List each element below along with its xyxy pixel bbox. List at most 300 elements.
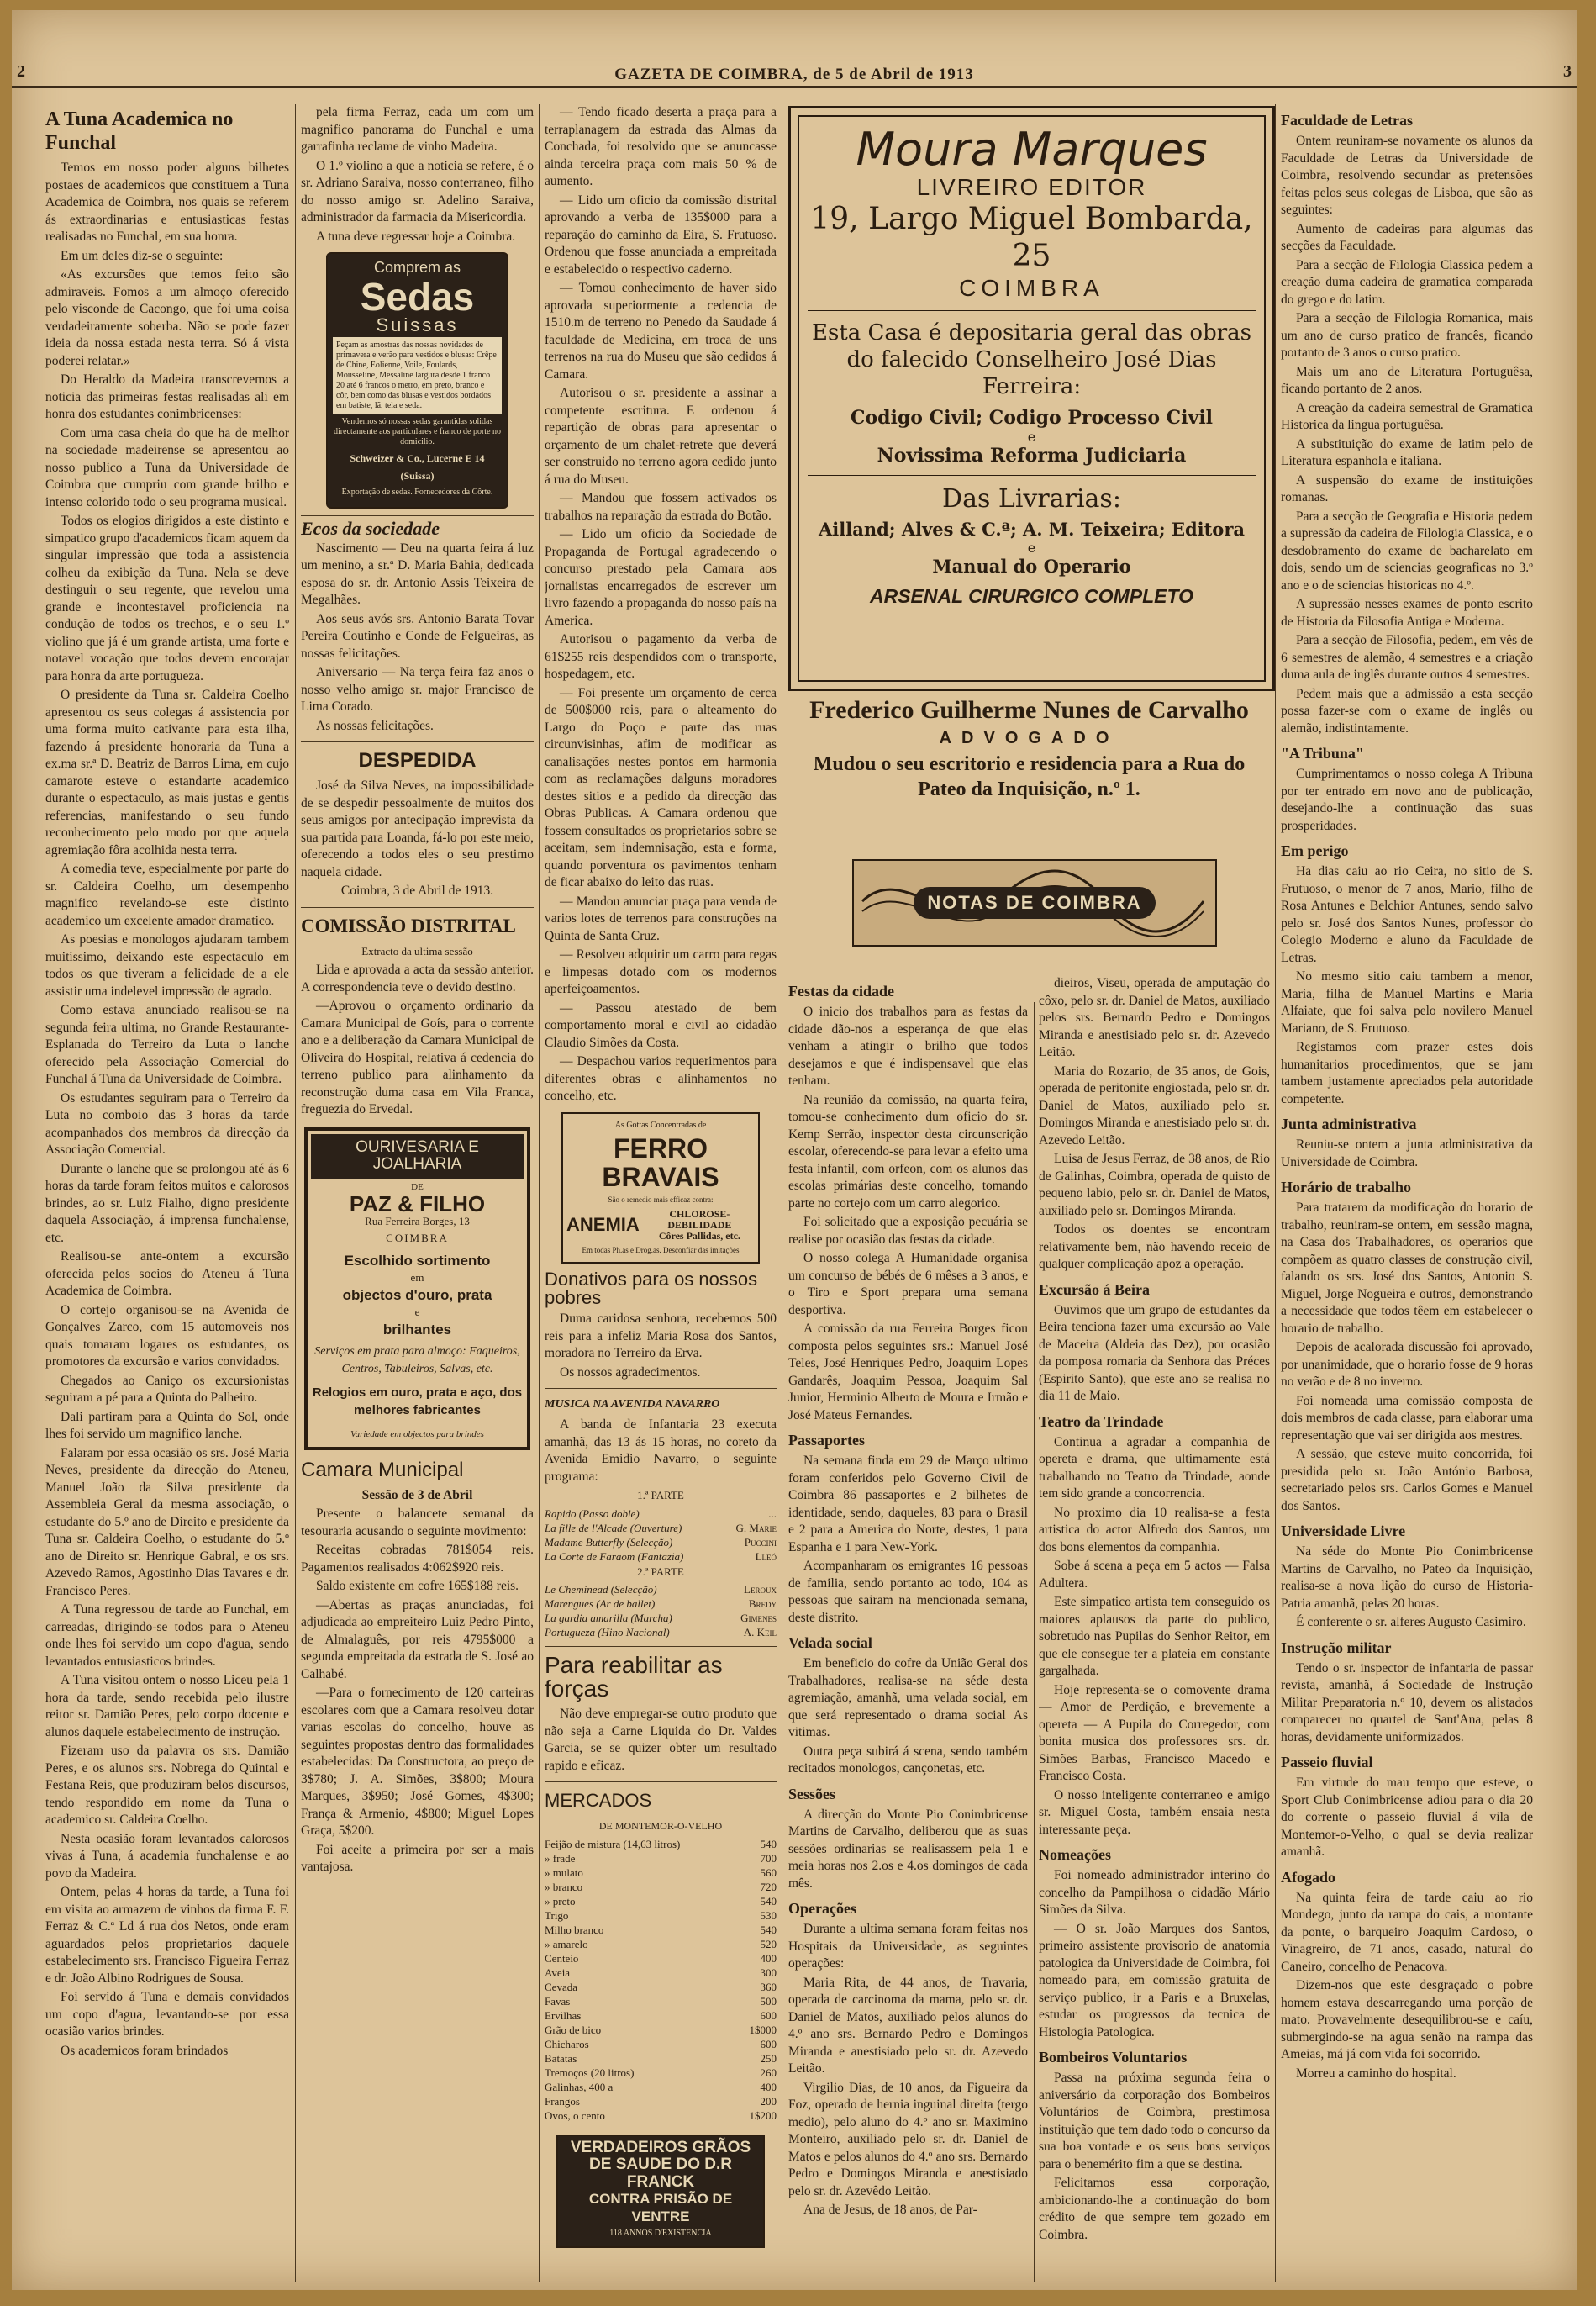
price-row-value: 1$200	[749, 2108, 777, 2122]
paragraph: — Tomou conhecimento de haver sido aprovada superiormente a cedencia de 1510.m de terreno no Penedo da Saudade á faculdade de Medicina, em troca de uns terrenos na rua do Museu que são cedidos á Camara.	[545, 281, 777, 382]
ad-line: Comprem as	[373, 259, 461, 276]
page-number: 2	[17, 62, 25, 81]
article-heading: A Tuna Academica no Funchal	[45, 108, 234, 154]
paragraph: A tuna deve regressar hoje a Coimbra.	[316, 229, 516, 244]
paragraph: A banda de Infantaria 23 executa amanhã, das 13 ás 15 horas, no coreto da Avenida Emidio Navarro, o seguinte programa:	[545, 1417, 777, 1484]
paragraph: Hoje representa-se o comovente drama — Amor de Perdição, e brevemente a opereta — A Pupila do Corregedor, com bonita musica dos professores srs. dr. Simões Barbas, Francisco Macedo e Francisco Costa.	[1039, 1682, 1270, 1783]
ad-line: e	[1027, 429, 1036, 445]
price-row-label: » branco	[545, 1880, 583, 1893]
paragraph: Acompanharam os emigrantes 16 pessoas de familia, sendo portanto ao todo, 104 as pessoas que sairam na mencionada semana, deste distrito.	[788, 1559, 1028, 1625]
price-row	[545, 2008, 777, 2023]
paragraph: José da Silva Neves, na impossibilidade de se despedir pessoalmente de muitos dos seus amigos por antecipação imprevista da sua partida para Loanda, fá-lo por este meio, oferecendo a todos eles o seu prestimo naquela cidade.	[301, 778, 534, 879]
paragraph: Nesta ocasião foram levantados calorosos vivas á Tuna, á academia funchalense e ao povo da Madeira.	[45, 1831, 289, 1881]
paragraph: Registamos com prazer estes dois humanitarios procedimentos, que se jam tambem justamente apreciados pela autoridade competente.	[1281, 1040, 1533, 1106]
paragraph: Cumprimentamos o nosso colega A Tribuna por ter entrado em novo ano de publicação, desejando-lhe a continuação das suas prosperidades.	[1281, 767, 1533, 833]
paragraph: Receitas cobradas 781$054 reis. Pagamentos realisados 4:062$920 reis.	[301, 1543, 534, 1575]
subheading: 2.ª PARTE	[637, 1565, 684, 1578]
program-item-label: La Corte de Faraom (Fantazia)	[545, 1549, 684, 1563]
paragraph: Ontem reuniram-se novamente os alunos da Faculdade de Letras da Universidade de Coimbra, resolvendo secundar as pretensões feitas pelos seus colegas de Lisboa, que são as seguintes:	[1281, 134, 1533, 217]
paragraph: — Lido um oficio da comissão distrital aprovando a verba de 135$000 para a reparação do caminho da Eira, S. Frutuoso. Ordenou que fosse anunciada a empreitada e estabelecido o respectivo caderno.	[545, 193, 777, 277]
divider	[301, 741, 534, 742]
paragraph: Maria do Rozario, de 35 anos, de Gois, operada de peritonite engiostada, pelo sr. dr. Daniel de Matos, auxiliado pelo sr. Domingos Miranda e anestisiado pelo sr. dr. Azevedo Leitão.	[1039, 1063, 1270, 1148]
paragraph: Foi nomeado administrador interino do concelho da Pampilhosa o cidadão Mário Simões da Silva.	[1039, 1868, 1270, 1917]
price-row	[545, 1980, 777, 1994]
price-row-value: 600	[760, 2008, 777, 2022]
program-item-label: Portugueza (Hino Nacional)	[545, 1626, 670, 1638]
subheading: DE MONTEMOR-O-VELHO	[598, 1820, 723, 1832]
paragraph: Os estudantes seguiram para o Terreiro da Luta no comboio das 3 horas da tarde acompanhados dos membros da direcção da Associação Comercial.	[45, 1090, 289, 1157]
price-row-value: 720	[760, 1880, 777, 1893]
paragraph: No mesmo sitio caiu tambem a menor, Maria, filha de Manuel Martins e Maria Alfaiate, que foi salva pelo novilero Manuel Mariano, de S. Frutuoso.	[1281, 969, 1533, 1036]
paragraph: — Passou atestado de bem comportamento moral e civil ao cidadão Claudio Simões da Costa.	[545, 1000, 777, 1050]
column-rule	[1034, 1002, 1035, 2282]
price-row-value: 530	[760, 1908, 777, 1922]
paragraph: Os academicos foram brindados	[61, 2043, 229, 2058]
program-item	[545, 1596, 777, 1611]
divider	[545, 1646, 777, 1647]
paragraph: O presidente da Tuna sr. Caldeira Coelho apresentou os seus colegas á assistencia por uma forma muito cativante para esta ilha, fazendo á presidente honoraria da Tuna a ex.ma sr.ª D. Beatriz de Barros Lima, em cujo camarote esteve o estandarte academico durante o espectaculo, as mais justas e gentis referencias, manifestando o seu fundo reconhecimento pelo modo por que aquela agremiação fôra acolhida nesta terra.	[45, 688, 289, 857]
column-3	[545, 104, 777, 2282]
paragraph: — O sr. João Marques dos Santos, primeiro assistente provisorio de anatomia patologica da Universidade de Coimbra, foi nomeado para, em comissão gratuita de serviço publico, ir a Paris e a Bruxelas, estudar os progressos da tecnica de Histologia Patologica.	[1039, 1921, 1270, 2040]
paragraph: Maria Rita, de 44 anos, de Travaria, operada de carcinoma da mama, pelo sr. dr. Daniel de Matos, auxiliado pelos alunos do 4.º ano srs. Bernardo Pedro e Domingos Miranda e anestisiado pelo sr. dr. Azevedo Leitão.	[788, 1975, 1028, 2076]
section-heading: Operações	[788, 1900, 856, 1917]
paragraph: Os nossos agradecimentos.	[560, 1364, 701, 1380]
price-row	[545, 2037, 777, 2051]
price-row-label: Galinhas, 400 a	[545, 2080, 614, 2093]
program-item-value: A. Keil	[743, 1626, 777, 1638]
section-heading: MUSICA NA AVENIDA NAVARRO	[545, 1398, 720, 1411]
section-heading: Bombeiros Voluntarios	[1039, 2049, 1188, 2066]
paragraph: —Abertas as praças anunciadas, foi adjudicada ao empreiteiro Luiz Pedro Pinto, de Almalaguês, por reis 4795$000 a segunda empreitada da estrada de S. José ao Calhabé.	[301, 1597, 534, 1681]
paragraph: Foi nomeada uma comissão composta de dois membros de cada classe, para elaborar uma representação que vai ser dirigida aos mestres.	[1281, 1393, 1533, 1443]
paragraph: No proximo dia 10 realisa-se a festa artistica do actor Alfredo dos Santos, um dos bons elementos da companhia.	[1039, 1505, 1270, 1554]
paragraph: Para a secção de Filosofia, pedem, em vês de 6 semestres de alemão, 4 semestres e a criação duma aula de inglês durante outros 4 semestres.	[1281, 633, 1533, 682]
paragraph: Todos os doentes se encontram relativamente bem, não havendo receio de qualquer complicação apoz a operação.	[1039, 1222, 1270, 1271]
section-heading: Passaportes	[788, 1432, 865, 1449]
paragraph: Ha dias caiu ao rio Ceira, no sitio de S. Frutuoso, o menor de 7 anos, Mario, filho de Rosa Antunes e Belchior Antunes, sendo salvo pelo sr. José dos Santos Nunes, professor do Colegio Moderno e aluno da Faculdade de Letras.	[1281, 864, 1533, 965]
price-row-value: 250	[760, 2051, 777, 2065]
subheading: Sessão de 3 de Abril	[361, 1487, 473, 1502]
paragraph: — Foi presente um orçamento de cerca de 500$000 reis, para o alteamento do Largo do Poço e parte das ruas circunvisinhas, afim de modificar as canalisações nestes pontos em harmonia com as reclamações dalguns moradores destes sitios e a pedido da direcção das Obras Publicas. A Camara ordenou que fossem consultados os proprietarios sobre se aceitam, sem indemnisação, esta e forma, quando porventura os pavimentos tenham de ficar abaixo do leito das ruas.	[545, 685, 777, 889]
ad-line: São o remedio mais efficaz contra:	[608, 1195, 714, 1204]
ad-line: Novissima Reforma Judiciaria	[877, 445, 1187, 467]
ad-line: COIMBRA	[386, 1232, 449, 1244]
paragraph: Outra peça subirá á scena, sendo também recitados monologos, cançonetas, etc.	[788, 1744, 1028, 1776]
ad-line: CHLOROSE-DEBILIDADE	[667, 1207, 732, 1231]
section-banner	[852, 859, 1217, 947]
paragraph: Autorisou o pagamento da verba de 61$255 reis despendidos com o transporte, hospedagem, etc.	[545, 632, 777, 681]
ad-line: Codigo Civil; Codigo Processo Civil	[850, 407, 1214, 429]
column-rule	[1275, 104, 1276, 2282]
price-row-label: Feijão de mistura (14,63 litros)	[545, 1837, 681, 1850]
paragraph: Na semana finda em 29 de Março ultimo foram conferidos pelo Governo Civil de Coimbra 86 passaportes e 2 bilhetes de identidade, sendo, daqueles, 83 para o Brasil e 2 para a America do Norte, destes, 1 para Espanha e 1 para New-York.	[788, 1454, 1028, 1554]
ad-line: COIMBRA	[959, 275, 1104, 301]
ad-line: objectos d'ouro, prata	[342, 1286, 492, 1303]
program-item	[545, 1549, 777, 1564]
paragraph: Na reunião da comissão, na quarta feira, tomou-se conhecimento dum oficio do sr. Kemp Serrão, inspector desta circunscrição escolar, oferecendo-se para levar a efeito uma festa infantil, com orfeon, com os alunos das escolas primárias deste concelho, tomando parte no cortejo com um carro alegorico.	[788, 1092, 1028, 1211]
page-title: GAZETA DE COIMBRA, de 5 de Abril de 1913	[614, 66, 974, 83]
price-row	[545, 2094, 777, 2108]
paragraph: Dizem-nos que este desgraçado o pobre homem estava descarregando uma porção de mato. Provavelmente desequilibrou-se e caíu, submergindo-se na agua senão na rampa das Ameias, má já com vida foi socorrido.	[1281, 1978, 1533, 2061]
paragraph: A sessão, que esteve muito concorrida, foi presidida pelo sr. João António Barbosa, secretariado pelos srs. Carlos Gomes e Manuel dos Santos.	[1281, 1447, 1533, 1513]
price-list	[545, 1837, 777, 2123]
section-heading: Camara Municipal	[301, 1458, 464, 1481]
price-row	[545, 1880, 777, 1894]
price-row-value: 500	[760, 1994, 777, 2008]
price-row-label: Aveia	[545, 1966, 571, 1979]
price-row	[545, 2080, 777, 2094]
section-heading: Faculdade de Letras	[1281, 112, 1413, 129]
paragraph: Chegados ao Caniço os excursionistas seguiram a pé para a Quinta do Palheiro.	[45, 1373, 289, 1405]
program-item-label: La fille de l'Alcade (Ouverture)	[545, 1521, 682, 1534]
paragraph: Durante a ultima semana foram feitas nos Hospitais da Universidade, as seguintes operações:	[788, 1922, 1028, 1971]
price-row	[545, 1908, 777, 1923]
price-row-label: » mulato	[545, 1865, 583, 1879]
price-row-value: 540	[760, 1923, 777, 1936]
column-6	[1281, 104, 1533, 2282]
paragraph: Depois de acalorada discussão foi aprovado, por unanimidade, que o horario fosse de 9 horas no verão e de 8 no inverno.	[1281, 1340, 1533, 1389]
price-row	[545, 2023, 777, 2037]
price-row-label: Chicharos	[545, 2037, 589, 2050]
section-heading: Universidade Livre	[1281, 1522, 1406, 1539]
ad-line: LIVREIRO EDITOR	[916, 174, 1147, 200]
ad-line: em	[410, 1271, 424, 1284]
ad-line: Manual do Operario	[932, 556, 1131, 577]
price-row-label: Batatas	[545, 2051, 577, 2065]
section-heading: Excursão á Beira	[1039, 1280, 1150, 1298]
paragraph: Foi solicitado que a exposição pecuária se realise por ocasião das festas da cidade.	[788, 1215, 1028, 1247]
paragraph: O inicio dos trabalhos para as festas da cidade dão-nos a esperança de que elas venham a atingir o brilho que todos desejamos e que é indispensavel que elas tenham.	[788, 1005, 1028, 1088]
ad-line: e	[1027, 540, 1036, 556]
ad-brand: Sedas	[360, 274, 475, 319]
paragraph: Lida e aprovada a acta da sessão anterior. A correspondencia teve o devido destino.	[301, 963, 534, 995]
paragraph: — Resolveu adquirir um carro para regas e limpesas dotado com os modernos aperfeiçoamentos.	[545, 947, 777, 996]
ad-line: CONTRA PRISÃO DE VENTRE	[588, 2191, 733, 2224]
price-row-label: » frade	[545, 1851, 576, 1865]
paragraph: Ontem, pelas 4 horas da tarde, a Tuna foi em visita ao armazem de vinhos da firma F. F. Ferraz & C.ª Ld á rua dos Netos, onde eram aguardados pelos proprietarios daquele estabelecimento srs. Francisco Figueira Ferraz e dr. João Albino Rodrigues de Sousa.	[45, 1885, 289, 1986]
paragraph: Durante o lanche que se prolongou até ás 6 horas da tarde foram feitos muitos e calorosos brindes, ao sr. Luiz Fialho, digno presidente daquela Associação, á imprensa funchalense, etc.	[45, 1161, 289, 1245]
section-heading: Horário de trabalho	[1281, 1179, 1411, 1195]
paragraph: Do Heraldo da Madeira transcrevemos a noticia das primeiras festas realisadas ali em honra dos estudantes conimbricenses:	[45, 372, 289, 421]
program-item-value: Puccini	[744, 1535, 777, 1549]
section-heading: Em perigo	[1281, 842, 1349, 859]
paragraph: A Tuna regressou de tarde ao Funchal, em carreadas, dirigindo-se todos para o Ateneu onde lhes foi servido um copo d'agua, sendo levantados entusiasticos brindes.	[45, 1602, 289, 1669]
paragraph: Sobe á scena a peça em 5 actos — Falsa Adultera.	[1039, 1559, 1270, 1591]
paragraph: —Aprovou o orçamento ordinario da Camara Municipal de Goís, para o corrente ano e a deliberação da Camara Municipal de Oliveira do Hospital, relativa á cedencia do terreno publico para alinhamento da reconstrução duma casa em Vila Franca, freguezia do Ervedal.	[301, 999, 534, 1116]
column-5	[1039, 975, 1270, 2282]
program-list	[545, 1582, 777, 1639]
ad-line: DE	[411, 1181, 424, 1192]
ad-line: Rua Ferreira Borges, 13	[365, 1214, 470, 1227]
paragraph: Falaram por essa ocasião os srs. José Maria Neves, presidente da direcção do Ateneu, Manuel João da Silva presidente da Assembleia Geral da mesma associação, o estudante do 5.º ano de Direito e presidente da Tuna sr. Caldeira Coelho, o estudante do 5.º ano de Direito sr. Henrique Gabral, e os srs. Azevedo Ramos, Agostinho Dias Tavares e dr. Francisco Peres.	[45, 1445, 289, 1598]
paragraph: —Para o fornecimento de 120 carteiras escolares com que a Camara resolveu dotar varias escolas do concelho, houve as seguintes propostas dentro das formalidades estabelecidas: Da Constructora, ao preço de 3$780; J. A. Simões, 3$800; Moura Marques, 3$950; José Gomes, 4$300; França & Armenio, 4$800; Miguel Lopes Graça, 5$200.	[301, 1686, 534, 1838]
ad-body: Vendemos só nossas sedas garantidas solidas directamente aos particulares e franco de porte no domicilio.	[333, 417, 502, 446]
paragraph: Este simpatico artista tem conseguido os maiores aplausos da parte do publico, sobretudo nas Pupilas do Senhor Reitor, em que ele consegue ter a plateia em constante gargalhada.	[1039, 1595, 1270, 1678]
paragraph: Virgilio Dias, de 10 anos, da Figueira da Foz, operado de hernia inguinal direita (tergo medio), pelo aluno do 4.º ano sr. Maximino Monteiro, auxiliado pelo sr. dr. Daniel de Matos e pelos alunos do 4.º ano srs. Bernardo Pedro e Domingos Miranda e anestisiado pelo sr. dr. Azevêdo Leitão.	[788, 2080, 1028, 2198]
ad-line: DE SAUDE DO D.R FRANCK	[589, 2156, 732, 2191]
program-item-value: ...	[768, 1507, 777, 1520]
paragraph: Com uma casa cheia do que ha de melhor na sociedade madeirense se apresentou ao nosso publico a Tuna da Universidade de Coimbra que cumpriu com grande brilho e intenso colorido todo o seu programa musical.	[45, 425, 289, 509]
paragraph: Fizeram uso da palavra os srs. Damião Peres, e os alunos srs. Nobrega do Quintal e Festana Reis, que produziram belos discursos, tendo respondido em nome da Tuna o academico sr. Caldeira Coelho.	[45, 1744, 289, 1827]
paragraph: Morreu a caminho do hospital.	[1296, 2066, 1456, 2081]
ad-line: ANEMIA	[566, 1213, 640, 1235]
price-row	[545, 1994, 777, 2008]
ad-address: 19, Largo Miguel Bombarda, 25	[810, 202, 1253, 273]
paragraph: Ana de Jesus, de 18 anos, de Par-	[803, 2203, 977, 2217]
ad-line: Relogios em ouro, prata e aço, dos melhores fabricantes	[312, 1385, 523, 1417]
paragraph: Luisa de Jesus Ferraz, de 38 anos, de Rio de Galinhas, Coimbra, operada de quisto de pequeno labio, pelo sr. dr. Daniel de Matos, auxiliado pelo sr. Domingos Miranda.	[1039, 1152, 1270, 1218]
paragraph: — Mandou que fossem activados os trabalhos na reparação da estrada do Botão.	[545, 491, 777, 523]
price-row	[545, 1851, 777, 1865]
section-heading: MERCADOS	[545, 1790, 652, 1811]
paragraph: «As excursões que temos feito são admiraveis. Fomos a um almoço oferecido pelo visconde de Cacongo, que foi uma coisa verdadeiramente soberba. Não se pode fazer ideia da nossa estada nesta terra. Só á vista poderei relatar.»	[45, 267, 289, 368]
ad-line: Suissas	[376, 314, 459, 335]
section-heading: Teatro da Trindade	[1039, 1412, 1164, 1430]
price-row-value: 300	[760, 1966, 777, 1979]
section-heading: Sessões	[788, 1785, 836, 1802]
paragraph: Para a secção de Geografia e Historia pedem a supressão da cadeira de Filologia Classica, e o desdobramento do exame de bacharelato em dois, sendo um de sciencias geograficas no 3.º ano e o de sciencias historicas no 4.º.	[1281, 509, 1533, 593]
section-heading: COMISSÃO DISTRITAL	[301, 915, 516, 937]
paragraph: Na quinta feira de tarde caiu ao rio Mondego, junto da rampa do cais, a montante da ponte, o barqueiro Joaquim Cardoso, o Vinagreiro, de 71 anos, casado, natural do Caneiro, concelho de Penacova.	[1281, 1890, 1533, 1974]
program-item-label: Madame Butterfly (Selecção)	[545, 1535, 673, 1549]
ad-line: Serviços em prata para almoço: Faqueiros, Centros, Tabuleiros, Salvas, etc.	[314, 1345, 520, 1375]
sedas-suissas-ad	[326, 252, 508, 509]
program-item-label: Rapido (Passo doble)	[545, 1507, 640, 1520]
paragraph: Felicitamos essa corporação, ambicionando-lhe a continuação do bom crédito de que sempre tem gozado em Coimbra.	[1039, 2176, 1270, 2242]
paragraph: Mais um ano de Literatura Portuguêsa, ficando portanto de 2 anos.	[1281, 364, 1533, 396]
price-row-label: Trigo	[545, 1908, 569, 1922]
section-heading: Ecos da sociedade	[301, 515, 534, 537]
masthead	[12, 10, 1577, 88]
price-row-label: » amarelo	[545, 1937, 588, 1950]
section-heading: "A Tribuna"	[1281, 745, 1364, 762]
paragraph: Aumento de cadeiras para algumas das secções da Faculdade.	[1281, 221, 1533, 253]
section-heading: Velada social	[788, 1634, 872, 1651]
paragraph: Para a secção de Filologia Romanica, mais um ano de curso pratico de francês, ficando portanto de 3 anos o curso pratico.	[1281, 311, 1533, 360]
paragraph: Tendo o sr. inspector de infantaria de passar revista, amanhã, á Sociedade de Instrução Militar Preparatoria n.º 10, devem os alistados comparecer no quartel de Sant'Ana, pelas 8 horas, devidamente uniformizados.	[1281, 1660, 1533, 1744]
price-row-label: Favas	[545, 1994, 571, 2008]
section-heading: Junta administrativa	[1281, 1116, 1417, 1132]
paragraph: Para a secção de Filologia Classica pedem a creação duma cadeira de gramatica comparada do grego e do latim.	[1281, 257, 1533, 307]
paragraph: Foi aceite a primeira por ser a mais vantajosa.	[301, 1842, 534, 1874]
paragraph: Temos em nosso poder alguns bilhetes postaes de academicos que constituem a Tuna Academica de Coimbra, nos quais se referem ás extraordinarias e entusiasticas festas realisadas no Funchal, em sua honra.	[45, 161, 289, 244]
paragraph: Todos os elogios dirigidos a este distinto e simpatico grupo d'academicos ficam aquem da singular impressão que toda a assistencia colheu da exibição da Tuna. Nela se deve destinguir o seu regente, que revelou uma grande e incontestavel proficiencia na condução de todos os trechos, e o seu 1.º violino que já é um grande artista, uma forte e notavel vocação que todos devem encorajar para honra da arte portugueza.	[45, 514, 289, 683]
paragraph: O 1.º violino a que a noticia se refere, é o sr. Adriano Saraiva, nosso conterraneo, filho do nosso amigo sr. Adelino Saraiva, administrador da farmacia da Misericordia.	[301, 158, 534, 224]
divider	[545, 1388, 777, 1389]
ad-line: VERDADEIROS GRÃOS	[570, 2138, 751, 2156]
price-row	[545, 1966, 777, 1980]
column-1	[45, 104, 289, 2282]
program-item	[545, 1625, 777, 1639]
ad-line: Em todas Ph.as e Drog.as. Desconfiar das imitações	[582, 1245, 740, 1254]
section-heading: Para reabilitar as forças	[545, 1652, 723, 1702]
price-row-value: 700	[760, 1851, 777, 1865]
price-row	[545, 1894, 777, 1908]
ad-brand: Moura Marques	[856, 123, 1208, 176]
paragraph: A suspensão do exame de instituições romanas.	[1281, 472, 1533, 504]
paragraph: A comissão da rua Ferreira Borges ficou composta pelos seguintes srs.: Manuel José Teles, José Henriques Pedro, Joaquim Lopes Gandarês, Joaquim Pessoa, Joaquim Sal Junior, Herminio Alberto de Moura e Irmão e José Mateus Fernandes.	[788, 1322, 1028, 1422]
program-item	[545, 1582, 777, 1596]
advogado-notice	[788, 695, 1270, 802]
ad-line: Exportação de sedas. Fornecedores da Côrte.	[341, 488, 493, 497]
price-row-value: 400	[760, 1951, 777, 1965]
price-row-value: 560	[760, 1865, 777, 1879]
ad-line: Ailland; Alves & C.ª; A. M. Teixeira; Editora	[818, 519, 1245, 540]
price-row-label: Centeio	[545, 1951, 579, 1965]
price-row-label: Ervilhas	[545, 2008, 582, 2022]
ad-line: Das Livrarias:	[942, 484, 1121, 514]
paragraph: O nosso colega A Humanidade organisa um concurso de bébés de 6 mêses a 3 anos, e o Tiro e Sport prepara uma semana desportiva.	[788, 1251, 1028, 1317]
subheading: Extracto da ultima sessão	[361, 944, 473, 958]
paragraph: pela firma Ferraz, cada um com um magnifico panorama do Funchal e uma garrafinha reclame de vinho Madeira.	[301, 105, 534, 154]
program-item	[545, 1521, 777, 1535]
paragraph: Como estava anunciado realisou-se na segunda feira ultima, no Grande Restaurante-Esplanada do Terreiro da Luta o lanche oferecido pela Associação Comercial do Funchal á Tuna da Universidade de Coimbra.	[45, 1003, 289, 1086]
program-item	[545, 1611, 777, 1625]
paragraph: Em virtude do mau tempo que esteve, o Sport Club Conimbricense adiou para o dia 20 do corrente o passeio fluvial á vila de Montemor-o-Velho, o qual se devia realizar amanhã.	[1281, 1776, 1533, 1859]
section-heading: Donativos para os nossos pobres	[545, 1269, 758, 1308]
paragraph: Na séde do Monte Pio Conimbricense Martins de Carvalho, no Pateo da Inquisição, realisa-se a nova lição do curso de Historia-Patria amanhã, pelas 20 horas.	[1281, 1544, 1533, 1611]
paragraph: Foi servido á Tuna e demais convidados um copo d'agua, levantando-se por essa ocasião varios brindes.	[45, 1990, 289, 2039]
paragraph: — Despachou varios requerimentos para diferentes obras e alinhamentos no concelho, etc.	[545, 1054, 777, 1103]
price-row	[545, 1951, 777, 1966]
ad-maker: Schweizer & Co., Lucerne E 14 (Suissa)	[350, 452, 485, 482]
column-4	[788, 975, 1028, 2282]
divider	[301, 907, 534, 908]
price-row-value: 360	[760, 1980, 777, 1993]
price-row	[545, 1923, 777, 1937]
paragraph: Nascimento — Deu na quarta feira á luz um menino, a sr.ª D. Maria Bahia, dedicada esposa do sr. dr. Antonio Assis Teixeira de Megalhães.	[301, 541, 534, 607]
paragraph: O cortejo organisou-se na Avenida de Gonçalves Zarco, com 15 automoveis nos quais tomaram logares os estudantes, os promotores da excursão e varios convidados.	[45, 1302, 289, 1369]
ourivesaria-ad	[304, 1127, 530, 1450]
price-row-value: 600	[760, 2037, 777, 2050]
paragraph: Em um deles diz-se o seguinte:	[61, 248, 224, 263]
paragraph: Duma caridosa senhora, recebemos 500 reis para a infeliz Maria Rosa dos Santos, moradora no Terreiro da Erva.	[545, 1311, 777, 1360]
program-item-label: La gardia amarilla (Marcha)	[545, 1612, 672, 1624]
subheading: 1.ª PARTE	[637, 1489, 684, 1501]
ad-firm: PAZ & FILHO	[349, 1191, 486, 1216]
ad-line: brilhantes	[382, 1321, 452, 1338]
paragraph: Aos seus avós srs. Antonio Barata Tovar Pereira Coutinho e Conde de Felgueiras, as nossas felicitações.	[301, 611, 534, 661]
program-item-label: Marengues (Ar de ballet)	[545, 1597, 656, 1610]
paragraph: Ouvimos que um grupo de estudantes da Beira tenciona fazer uma excursão ao Vale de Maceira (Aldeia das Dez), por ocasião da pomposa romaria da Senhora das Préces (Espirito Santo), que este ano se realisa no dia 11 de Maio.	[1039, 1302, 1270, 1403]
price-row	[545, 2051, 777, 2066]
paragraph: A supressão nesses exames de ponto escrito de Historia da Filosofia Antiga e Moderna.	[1281, 597, 1533, 629]
ad-line: ARSENAL CIRURGICO COMPLETO	[869, 585, 1194, 607]
ad-title: OURIVESARIA E JOALHARIA	[311, 1134, 524, 1179]
section-heading: Instrução militar	[1281, 1638, 1392, 1656]
section-heading: Passeio fluvial	[1281, 1754, 1373, 1770]
price-row-label: Cevada	[545, 1980, 577, 1993]
paragraph: Pedem mais que a admissão a esta secção possa fazer-se com o exame de inglês ou alemão, indistintamente.	[1281, 686, 1533, 736]
section-heading: Festas da cidade	[788, 983, 894, 1000]
ad-name: Frederico Guilherme Nunes de Carvalho	[809, 696, 1249, 724]
paragraph: dieiros, Viseu, operada de amputação do côxo, pelo sr. dr. Daniel de Matos, auxiliado pelos srs. Bernardo Pedro e Domingos Miranda e anestisiado pelo sr. dr. Azevedo Leitão.	[1039, 976, 1270, 1059]
ad-body: Peçam as amostras das nossas novidades de primavera e verão para vestidos e blusas: Crêpe de Chine, Eolienne, Voile, Foulards, Mousseline, Messaline largura desde 1 franco 20 até 6 francos o metro, em preto, branco e côr, bem como das blusas e vestidos bordados em batiste, lã, tela e seda.	[333, 337, 502, 414]
section-heading: DESPEDIDA	[358, 749, 477, 772]
paragraph: Realisou-se ante-ontem a excursão oferecida pelos socios do Ateneu á Tuna Academica de Coimbra.	[45, 1249, 289, 1298]
ad-line: Variedade em objectos para brindes	[350, 1429, 484, 1439]
program-item-value: Gimenes	[740, 1612, 777, 1624]
ad-line: Escolhido sortimento	[344, 1252, 491, 1269]
program-item-value: Bredy	[748, 1597, 777, 1610]
paragraph: — Mandou anunciar praça para venda de varios lotes de terrenos para construções na Quinta de Santa Cruz.	[545, 894, 777, 943]
paragraph: Para tratarem da modificação do horario de trabalho, reuniram-se ontem, em sessão magna, na Casa dos Trabalhadores, os operarios que compõem as quatro classes de construção civil, falando os srs. José dos Santos, Antonio S. Miguel, Jorge Nogueira e outros, demonstrando a necessidade que todos têem em estabelecer o horario de trabalho.	[1281, 1200, 1533, 1336]
paragraph: O nosso inteligente conterraneo e amigo sr. Miguel Costa, também ensaia nesta interessante peça.	[1039, 1787, 1270, 1837]
paragraph: Dali partiram para a Quinta do Sol, onde lhes foi servido um magnifico lanche.	[45, 1409, 289, 1441]
paragraph: Passa na próxima segunda feira o aniversário da corporação dos Bombeiros Voluntários de Coimbra, prestimosa instituição que tem dado todo o concurso da sua boa vontade e os seus bons serviços para o benemérito fim a que se destina.	[1039, 2071, 1270, 2171]
paragraph: As poesias e monologos ajudaram tambem muitissimo, deixando este espectaculo em todos os que tiveram a felicidade de a ele assistir uma indelevel impressão de agrado.	[45, 932, 289, 999]
paragraph: Saldo existente em cofre 165$188 reis.	[316, 1579, 519, 1593]
ad-line: As Gottas Concentradas de	[614, 1120, 707, 1130]
column-rule	[539, 104, 540, 2282]
paragraph: — Lido um oficio da Sociedade de Propaganda de Portugal agradecendo o concurso prestado pela Camara aos jornalistas encarregados de escrever um livro fazendo a propaganda do nosso país na America.	[545, 527, 777, 628]
ad-line: Mudou o seu escritorio e residencia para a Rua do Pateo da Inquisição, n.º 1.	[813, 753, 1246, 800]
paragraph: A Tuna visitou ontem o nosso Liceu pela 1 hora da tarde, sendo recebida pelo ilustre reitor sr. Damião Peres, pelo corpo docente e alunos daquele estabelecimento de instrução.	[45, 1673, 289, 1739]
ferro-bravais-ad	[561, 1112, 760, 1264]
paragraph: A substituição do exame de latim pelo de Literatura espanhola e italiana.	[1281, 436, 1533, 468]
paragraph: É conferente o sr. alferes Augusto Casimiro.	[1296, 1615, 1526, 1629]
paragraph: Não deve empregar-se outro produto que não seja a Carne Liquida do Dr. Valdes Garcia, se se quizer obter um resultado rapido e eficaz.	[545, 1707, 777, 1773]
price-row	[545, 2066, 777, 2080]
price-row-label: Grão de bico	[545, 2023, 602, 2036]
newspaper-page	[12, 10, 1577, 2290]
price-row	[545, 1937, 777, 1951]
program-item	[545, 1535, 777, 1549]
price-row-label: Frangos	[545, 2094, 580, 2108]
price-row-value: 1$000	[749, 2023, 777, 2036]
program-item	[545, 1507, 777, 1521]
program-item-label: Le Cheminead (Selecção)	[545, 1583, 657, 1596]
price-row-value: 520	[760, 1937, 777, 1950]
program-item-value: G. Marie	[735, 1521, 777, 1534]
paragraph: Autorisou o sr. presidente a assinar a competente escritura. E ordenou á repartição de obras para apresentar o orçamento de um chalet-retrete que deverá ser construido no terreno agora cedido junto á rua do Museu.	[545, 386, 777, 487]
paragraph: Presente o balancete semanal da tesouraria acusando o seguinte movimento:	[301, 1507, 534, 1538]
ad-line: e	[414, 1306, 420, 1318]
price-row	[545, 1865, 777, 1880]
price-row	[545, 2108, 777, 2123]
ad-line: Esta Casa é depositaria geral das obras do falecido Conselheiro José Dias Ferreira:	[812, 320, 1251, 399]
ad-line: 118 ANNOS D'EXISTENCIA	[609, 2229, 712, 2238]
price-row-value: 260	[760, 2066, 777, 2079]
paragraph: A direcção do Monte Pio Conimbricense Martins de Carvalho, deliberou que as suas sessões ordinarias se realisassem pela 1 e meia horas nos 2.os e 4.os domingos de cada mês.	[788, 1807, 1028, 1891]
paragraph: As nossas felicitações.	[316, 718, 434, 733]
paragraph: Reuniu-se ontem a junta administrativa da Universidade de Coimbra.	[1281, 1137, 1533, 1169]
program-list	[545, 1507, 777, 1564]
price-row	[545, 1837, 777, 1851]
program-item-value: Leroux	[744, 1583, 777, 1596]
price-row-label: Ovos, o cento	[545, 2108, 605, 2122]
paragraph: A comedia teve, especialmente por parte do sr. Caldeira Coelho, um desempenho magnifico revelando-se este distinto academico um excelente amador dramatico.	[45, 862, 289, 928]
price-row-value: 540	[760, 1837, 777, 1850]
paragraph: Coimbra, 3 de Abril de 1913.	[340, 884, 494, 898]
price-row-value: 200	[760, 2094, 777, 2108]
section-heading: Nomeações	[1039, 1846, 1111, 1863]
price-row-value: 400	[760, 2080, 777, 2093]
paragraph: Continua a agradar a companhia de opereta e drama, que ultimamente está trabalhando no Teatro da Trindade, aonde tem sido grande a concorrencia.	[1039, 1434, 1270, 1501]
price-row-label: » preto	[545, 1894, 576, 1908]
price-row-label: Milho branco	[545, 1923, 604, 1936]
moura-marques-ad	[788, 106, 1275, 691]
banner-title: NOTAS DE COIMBRA	[914, 887, 1155, 919]
page-number: 3	[1563, 62, 1572, 81]
divider	[545, 1781, 777, 1782]
column-2	[301, 104, 534, 2282]
section-heading: Afogado	[1281, 1868, 1336, 1886]
ad-line: Côres Pallidas, etc.	[658, 1229, 740, 1242]
column-rule	[295, 104, 296, 2282]
program-item-value: Lleó	[755, 1549, 777, 1563]
price-row-value: 540	[760, 1894, 777, 1908]
